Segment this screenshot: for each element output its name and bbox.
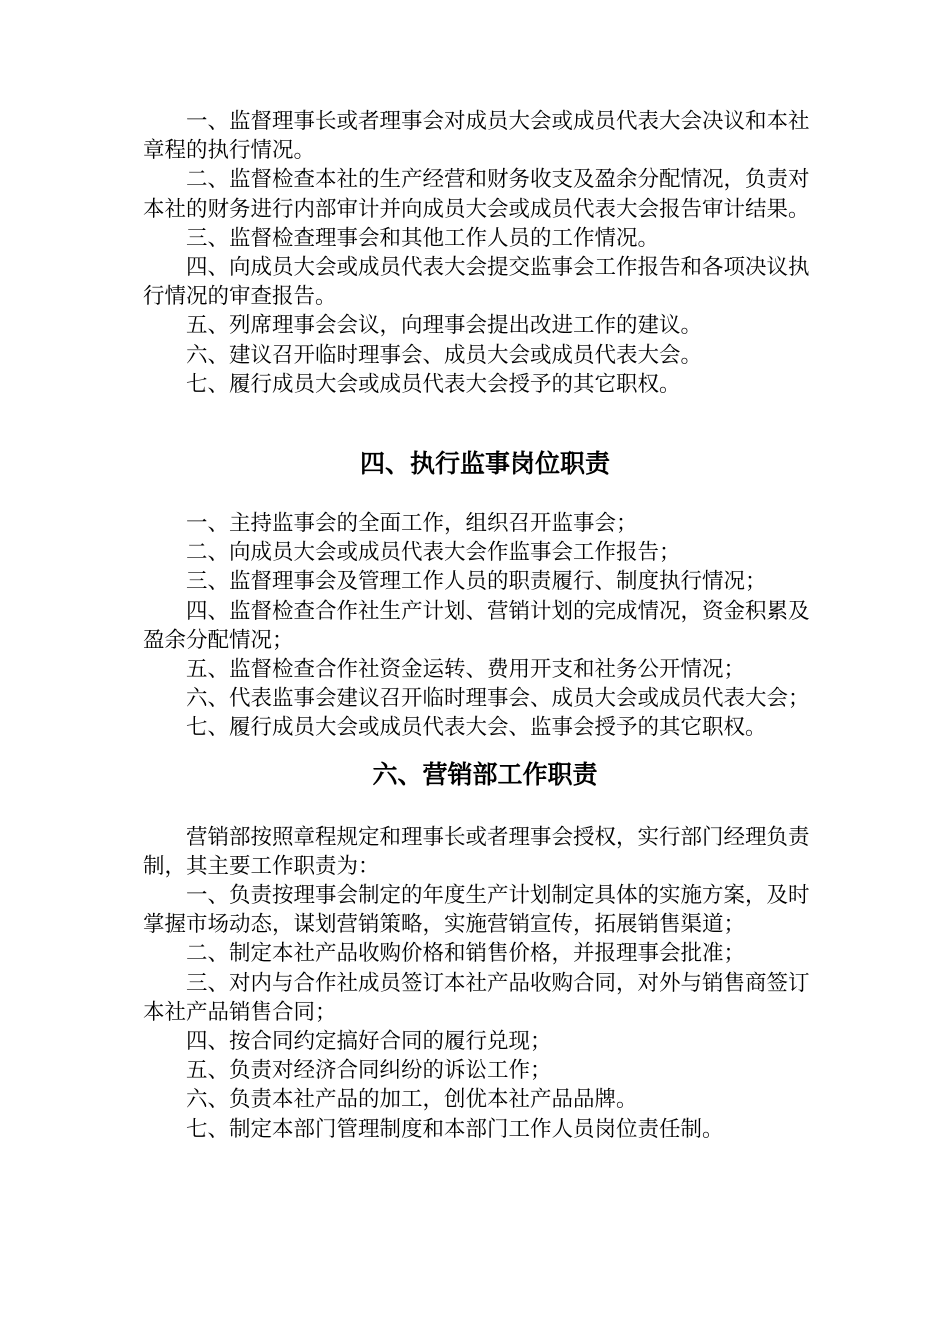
list-item: 六、代表监事会建议召开临时理事会、成员大会或成员代表大会； bbox=[186, 686, 810, 712]
list-item: 四、按合同约定搞好合同的履行兑现； bbox=[186, 1029, 552, 1055]
list-item: 七、制定本部门管理制度和本部门工作人员岗位责任制。 bbox=[186, 1116, 724, 1142]
executive-supervisor-duties bbox=[143, 509, 827, 743]
list-item: 一、负责按理事会制定的年度生产计划制定具体的实施方案，及时掌握市场动态，谋划营销策略，实施营销宣传，拓展销售渠道； bbox=[143, 883, 810, 938]
list-item: 七、履行成员大会或成员代表大会授予的其它职权。 bbox=[186, 371, 681, 397]
list-item: 六、建议召开临时理事会、成员大会或成员代表大会。 bbox=[186, 342, 703, 368]
section-heading-marketing: 六、营销部工作职责 bbox=[372, 759, 598, 789]
marketing-duties bbox=[143, 823, 827, 1144]
list-item: 六、负责本社产品的加工，创优本社产品品牌。 bbox=[186, 1087, 638, 1113]
list-item: 二、制定本社产品收购价格和销售价格，并报理事会批准； bbox=[186, 941, 746, 967]
document-page bbox=[143, 107, 827, 1144]
list-item: 四、向成员大会或成员代表大会提交监事会工作报告和各项决议执行情况的审查报告。 bbox=[143, 255, 810, 310]
list-item: 二、监督检查本社的生产经营和财务收支及盈余分配情况，负责对本社的财务进行内部审计并向成员大会或成员代表大会报告审计结果。 bbox=[143, 167, 810, 222]
list-item: 四、监督检查合作社生产计划、营销计划的完成情况，资金积累及盈余分配情况； bbox=[143, 598, 810, 653]
list-item: 五、列席理事会会议，向理事会提出改进工作的建议。 bbox=[186, 313, 703, 339]
list-item: 二、向成员大会或成员代表大会作监事会工作报告； bbox=[186, 540, 681, 566]
list-item: 一、监督理事长或者理事会对成员大会或成员代表大会决议和本社章程的执行情况。 bbox=[143, 109, 810, 164]
list-item: 五、负责对经济合同纠纷的诉讼工作； bbox=[186, 1058, 552, 1084]
list-item: 五、监督检查合作社资金运转、费用开支和社务公开情况； bbox=[186, 657, 746, 683]
list-item: 三、监督理事会及管理工作人员的职责履行、制度执行情况； bbox=[186, 569, 767, 595]
intro-paragraph: 营销部按照章程规定和理事长或者理事会授权，实行部门经理负责制，其主要工作职责为： bbox=[143, 824, 810, 879]
list-item: 三、监督检查理事会和其他工作人员的工作情况。 bbox=[186, 225, 660, 251]
list-item: 七、履行成员大会或成员代表大会、监事会授予的其它职权。 bbox=[186, 715, 767, 741]
section-heading-executive-supervisor: 四、执行监事岗位职责 bbox=[359, 449, 610, 479]
list-item: 三、对内与合作社成员签订本社产品收购合同，对外与销售商签订本社产品销售合同； bbox=[143, 970, 810, 1025]
supervisory-board-duties bbox=[143, 107, 827, 399]
list-item: 一、主持监事会的全面工作，组织召开监事会； bbox=[186, 511, 638, 537]
